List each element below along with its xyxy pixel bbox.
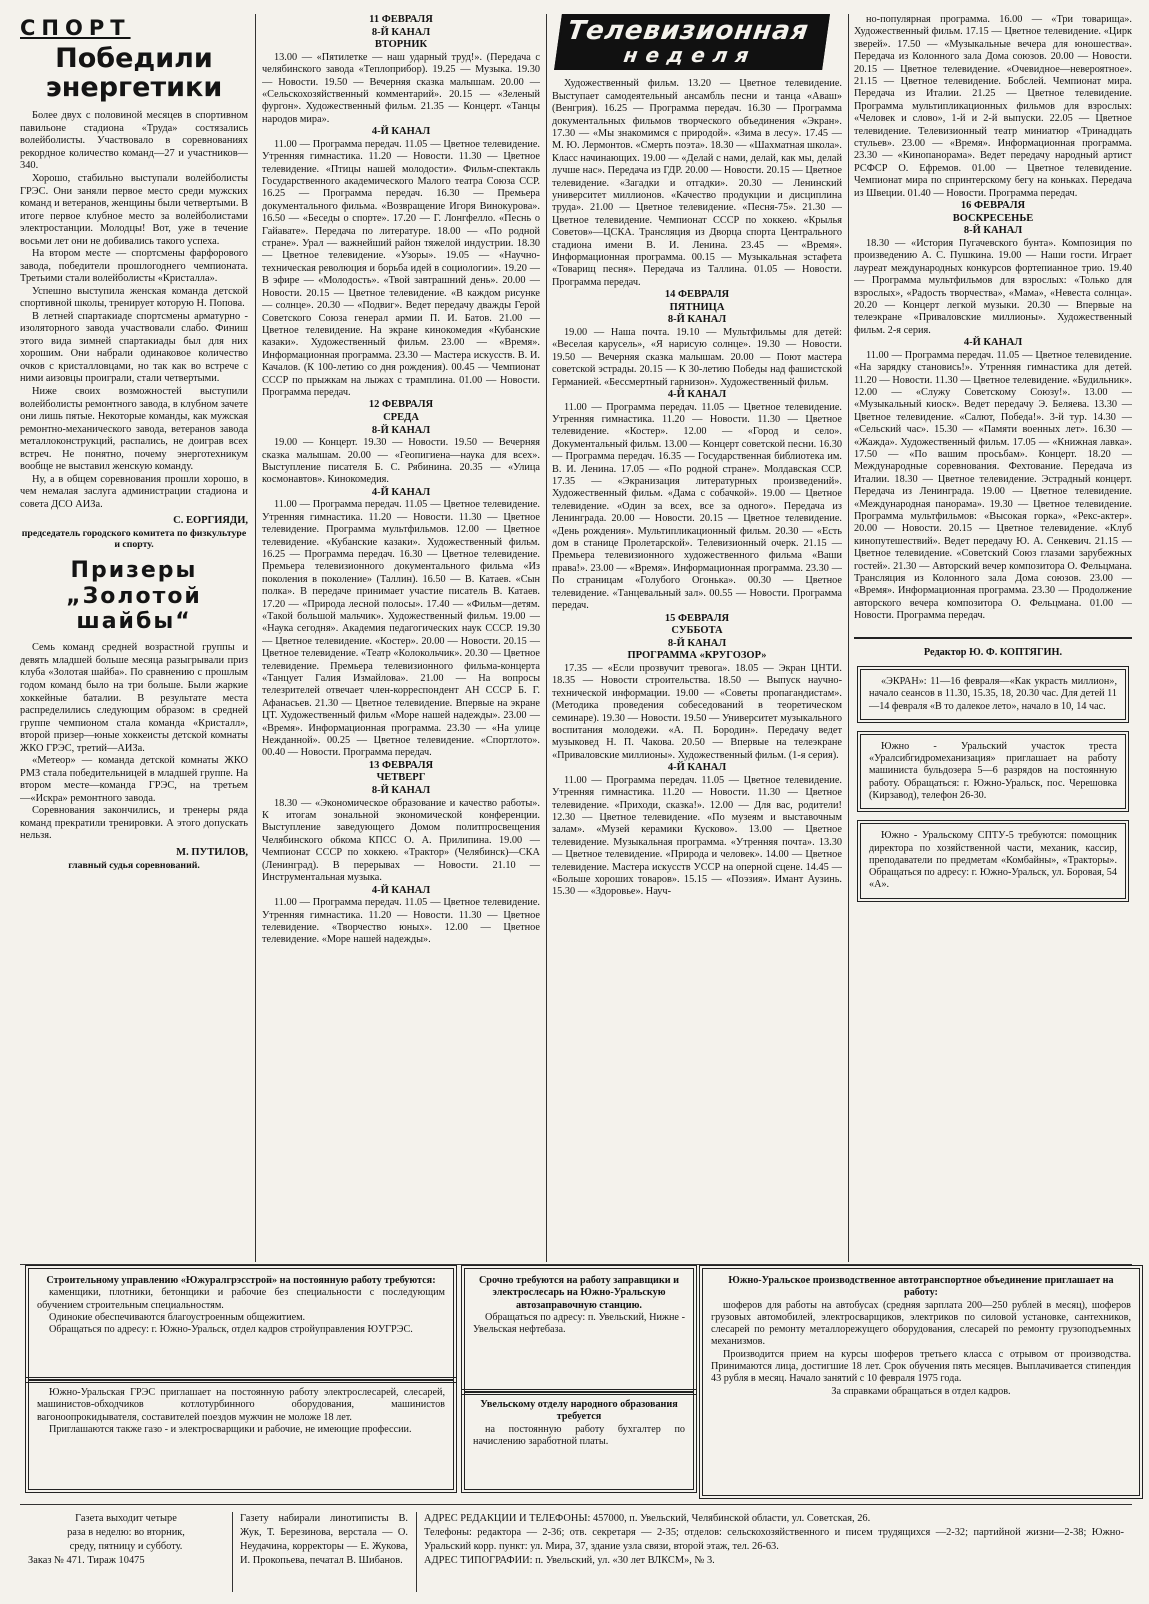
program-heading: 13 ФЕВРАЛЯ [368,759,434,771]
ad-hydromechanization [860,734,1126,809]
program-heading: 15 ФЕВРАЛЯ [664,612,730,624]
ad-education-department [464,1392,694,1490]
footer-divider [232,1512,233,1592]
program-heading: 4-Й КАНАЛ [371,884,431,896]
program-listing: 11.00 — Программа передач. 11.05 — Цветное телевидение. Утренняя гимнастика. 11.20 — Новости. 11.30 — Цветное телевидение. «Приходи, сказка!». 12.00 — Для вас, родители! 12.30 — Цветное телевидение. «По музеям и выставочным залам». «Музей керамики Кусково». 13.00 — Цветное телевидение. Музыкальная программа. «Утренняя почта». 13.30 — Цветное телевидение. «Природа и человек». 14.00 — Цветное телевидение. Мастера искусств УССР на оперной сцене. 14.45 — «Больше хороших товаров». 15.15 — «Поэзия». Имант Аузинь. 15.30 — «Здоровье». Науч- [552,774,842,898]
article-paragraph: Хорошо, стабильно выступали волейболисты ГРЭС. Они заняли первое место среди мужских команд и ветеранов, женщины были четвертыми. В итоге первое клубное место за волейболистами электростанции. Молодцы! Вот, уже в течение восьми лет они не добивались такого успеха. [20,172,248,247]
program-heading: 12 ФЕВРАЛЯ [368,399,434,411]
tv-column-2 [552,14,842,1260]
ad-heading: Строительному управлению «Южуралгрэсстрой» на постоянную работу требуются: [46,1275,436,1286]
program-listing: но-популярная программа. 16.00 — «Три товарища». Художественный фильм. 17.15 — Цветное телевидение. «Цирк зверей». 17.50 — «Музыкальные вечера для юношества». Передача из Колонного зала Дома союзов. 20.00 — Новости. 20.15 — Цветное телевидение. «Очевидное—невероятное». 21.15 — Цветное телевидение. Бобслей. Чемпионат мира. Передача из Италии. 21.25 — Цветное телевидение. Программа мультипликационных фильмов для взрослых: «Человек и слово», 1-й и 2-й выпуски. 22.05 — Цветное телевидение. Телевизионный театр миниатюр «Тринадцать стульев». 23.00 — «Время». Информационная программа. 23.30 — «Кинопанорама». Ведет передачу народный артист РСФСР О. Ефремов. 01.00 — Цветное телевидение. Чемпионат мира по спринтерскому бегу на коньках. Передача из Швеции. 01.40 — Новости. Программа передач. [854,14,1132,199]
ad-text: Одинокие обеспечиваются благоустроенным общежитием. [49,1311,306,1323]
program-heading: ВОСКРЕСЕНЬЕ [952,212,1034,224]
footer-schedule [28,1512,224,1592]
ad-text: на постоянную работу бухгалтер по начислению заработной платы. [473,1423,685,1447]
ad-text: Южно-Уральская ГРЭС приглашает на постоянную работу электрослесарей, слесарей, машинистов-обходчиков котлотурбинного оборудования, машинистов вагоноопрокидывателя, составителей поездов мужчин не моложе 18 лет. [37,1387,445,1423]
program-listing: 18.30 — «История Пугачевского бунта». Композиция по произведению А. С. Пушкина. 19.00 — Наши гости. Играет лауреат международных конкурсов фортепианное трио. 19.40 — Программа мультфильмов для взрослых: «Только для взрослых», «Радость творчества», «Мама», «Невеста солнца». 20.20 — Концерт легкой музыки. 20.30 — Впервые на телеэкране «Приваловские миллионы». Художественный фильм. 2-я серия. [854,237,1132,336]
program-heading: 8-Й КАНАЛ [371,424,431,436]
footer-staff [240,1512,408,1592]
rubric-sport: СПОРТ [20,16,131,40]
ad-text: Южно - Уральскому СПТУ-5 требуются: помощник директора по хозяйственной части, механик, кассир, преподаватели по предметам «Комбайны», «Тракторы». Обращаться по адресу: г. Южно-Уральск, ул. Боровая, 54 «А». [869,830,1117,891]
article-body-volleyball [20,110,248,511]
program-listing: 11.00 — Программа передач. 11.05 — Цветное телевидение. «На зарядку становись!». Утренняя гимнастика для детей. 11.20 — Новости. 11.30 — Цветное телевидение. «Будильник». 12.00 — «Служу Советскому Союзу!». 13.00 — «Музыкальный киоск». Ведет передачу Э. Беляева. 13.30 — Цветное телевидение. «Салют, Победа!». 3-й тур. 14.30 — «Сельский час». 15.30 — «Памяти военных лет». 16.30 — «Жажда». Художественный фильм. 17.05 — «Книжная лавка». 17.50 — «По вашим просьбам». Концерт. 18.20 — Международные соревнования. Фехтование. Передача из Италии. 18.30 — Цветное телевидение. Эстрадный концерт. Передача из Ленинграда. 19.00 — Цветное телевидение. «Международная панорама». 19.30 — Цветное телевидение. Программа мультфильмов: «Высокая горка», «Рекс-актер». 20.00 — Новости. 20.15 — Цветное телевидение. «Клуб кинопутешествий». Ведет передачу Ю. А. Сенкевич. 21.15 — Цветное телевидение. «Советский Союз глазами зарубежных гостей». 21.30 — Авторский вечер композитора О. Фельцмана. Трансляция из Колонного зала Дома союзов. 23.00 — «Время». Информационная программа. 23.30 — Продолжение авторского вечера композитора О. Фельцмана. 01.00 — Новости. Программа передач. [854,349,1132,622]
ad-text: За справками обращаться в отдел кадров. [831,1385,1011,1397]
program-heading: 8-Й КАНАЛ [371,26,431,38]
footer-line: АДРЕС РЕДАКЦИИ И ТЕЛЕФОНЫ: 457000, п. Увельский, Челябинской области, ул. Советская, 26. [424,1513,871,1524]
footer-line: Газета выходит четыре [75,1513,177,1524]
ad-text: Южно - Уральский участок треста «Уралсибгидромеханизация» приглашает на работу машиниста бульдозера 5—6 разрядов на постоянную работу. Обращаться: г. Южно-Уральск, пос. Черешовка (Кирзавод), телефон 26-30. [869,740,1117,802]
article-signature-title: председатель городского комитета по физкультуре и спорту. [21,527,247,551]
program-listing: Художественный фильм. 13.20 — Цветное телевидение. Выступает самодеятельный ансамбль песни и танца «Аваш» (Венгрия). 16.25 — Программа передач. 16.30 — Программа документальных фильмов творческого объединения «Экран». 17.30 — «Мы знакомимся с природой». «Зима в лесу». 17.45 — М. Ю. Лермонтов. «Смерть поэта». 18.30 — «Шахматная школа». Класс начинающих. 19.00 — «Делай с нами, делай, как мы, делай лучше нас». Передача из ГДР. 20.00 — Новости. 20.15 — Цветное телевидение. «Загадки и отгадки». 20.30 — Ленинский университет миллионов. «Качество продукции и дисциплина труда». 21.00 — Цветное телевидение. «Песня-75». 21.30 — Цветное телевидение. Чемпионат СССР по хоккею. «Крылья Советов»—ЦСКА. Трансляция из Дворца спорта Центрального стадиона имени В. И. Ленина. 23.45 — «Время». Информационная программа. 00.15 — Музыкальная эстафета «Товарищ песня». Передача из Таллина. 01.05 — Новости. Программа передач. [552,78,842,288]
column-divider [546,14,547,1262]
article-signature: М. ПУТИЛОВ, [176,846,248,858]
program-listing: 11.00 — Программа передач. 11.05 — Цветное телевидение. Утренняя гимнастика. 11.20 — Новости. 11.30 — Цветное телевидение. «Птицы нашей молодости». Фильм-спектакль Государственного академического Малого театра Союза ССР. 16.25 — Программа передач. 16.30 — Премьера документального фильма. «Возвращение Игоря Винокурова». 16.50 — «Беседы о спорте». 17.20 — Г. Лонгфелло. «Песнь о Гайавате». Передача по литературе. 18.00 — «По родной стране». Урал — важнейший район тяжелой индустрии. 18.30 — Цветное телевидение. «Узоры». 19.05 — «Научно-техническая революция и борьба идей в социологии». 19.20 — В эфире — «Молодость». «Твой завтрашний день». 20.00 — Новости. 20.15 — Цветное телевидение. «В каждом рисунке — солнце». 20.30 — «Подвиг». Ведет передачу дважды Герой Советского Союза генерал армии П. И. Батов. 21.00 — Цветное телевидение. На экране кинокомедия «Кубанские казаки». Художественный фильм. 23.00 — «Время». Информационная программа. 23.30 — Мастера искусств. В. И. Качалов. (К 100-летию со дня рождения). 00.45 — Чемпионат СССР по прыжкам на лыжах с трамплина. 01.00 — Новости. Программа передач. [262,138,540,398]
ad-text: Обращаться по адресу: г. Южно-Уральск, отдел кадров стройуправления ЮУГРЭС. [49,1324,413,1336]
article-paragraph: Ниже своих возможностей выступили волейболисты ремонтного завода, в клубном зачете они лишь пятые. Некоторые команды, как мужская ремонтно-механического завода, ветеранов завода металлоконструкций, распались, не доиграв всех встреч. Не понятно, почему энерготехникум вообще не выставил женскую команду. [20,386,248,473]
ad-text: Приглашаются также газо - и электросварщики и рабочие, не имеющие профессии. [49,1423,412,1435]
ad-grес-power-plant [28,1380,454,1490]
tv-week-logo-line2: неделя [622,43,759,68]
ad-heading: Южно-Уральское производственное автотранспортное объединение приглашает на работу: [728,1275,1114,1299]
ad-heading: Увельскому отделу народного образования требуется [480,1399,678,1423]
footer-address [424,1512,1124,1592]
ad-cinema-ekran [860,669,1126,720]
ad-construction-department [28,1268,454,1380]
program-heading: СРЕДА [383,411,419,423]
article-paragraph: Успешно выступила женская команда детской спортивной школы, тренирует которую Н. Попова. [20,285,248,310]
program-listing: 19.00 — Наша почта. 19.10 — Мультфильмы для детей: «Веселая карусель», «Я нарисую солнце». 19.30 — Новости. 19.50 — Вечерняя сказка малышам. 20.00 — Поют мастера советской эстрады. 20.15 — К 30-летию Победы над фашистской Германией. «Бессмертный гарнизон». Художественный фильм. [552,326,842,388]
tv-week-logo-line1: Телевизионная [565,16,811,46]
article-paragraph: В летней спартакиаде спортсмены арматурно - изоляторного завода участвовали слабо. Финиш этого вида зимней спартакиады был для них хорошим. Они набрали одинаковое количество очков с кристалловцами, но так как во встрече с ними аизовцы проиграли, стали четвертыми. [20,310,248,385]
article-paragraph: На втором месте — спортсмены фарфорового завода, победители прошлогоднего чемпионата. Третьими стали волейболисты «Кристалла». [20,248,248,285]
ad-heading: Срочно требуются на работу заправщики и электрослесарь на Южно-Уральскую автозаправочную станцию. [478,1275,680,1311]
program-heading: 8-Й КАНАЛ [963,225,1023,237]
program-listing: 17.35 — «Если прозвучит тревога». 18.05 — Экран ЦНТИ. 18.35 — Новости строительства. 18.50 — Выпуск научно-технической информации. 19.00 — «Советы пропагандистам». (Методика проведения собеседований в теоретическом семинаре). 19.30 — Новости. 19.50 — Университет музыкального воспитания молодежи. «А. П. Бородин». Передачу ведет музыковед Н. П. Чакова. 20.50 — Впервые на телеэкране «Приваловские миллионы». Художественный фильм. (1-я серия). [552,662,842,761]
program-heading: 4-Й КАНАЛ [371,486,431,498]
program-listing: 19.00 — Концерт. 19.30 — Новости. 19.50 — Вечерняя сказка малышам. 20.00 — «Геопигиена—наука для всех». Выступление писателя Б. С. Рябинина. 20.35 — «Улица космонавтов». Кинокомедия. [262,437,540,486]
article-body-hockey [20,642,248,843]
article-paragraph: Ну, а в общем соревнования прошли хорошо, в чем немалая заслуга администрации стадиона и совета ДСО АИЗа. [20,473,248,510]
footer-line: Заказ № 471. Тираж 10475 [28,1555,145,1567]
footer-line: АДРЕС ТИПОГРАФИИ: п. Увельский, ул. «30 лет ВЛКСМ», № 3. [424,1555,715,1567]
program-heading: ПРОГРАММА «КРУГОЗОР» [627,650,767,662]
section-divider [20,1264,1132,1265]
article-paragraph: Соревнования закончились, и тренеры ряда команд прекратили тренировки. А этого допускать нельзя. [20,805,248,842]
program-heading: 4-Й КАНАЛ [371,126,431,138]
program-listing: 11.00 — Программа передач. 11.05 — Цветное телевидение. Утренняя гимнастика. 11.20 — Новости. 11.30 — Цветное телевидение. Программа мультфильмов. 12.00 — Цветное телевидение. «Кубанские казаки». Художественный фильм. 16.25 — Программа передач. 16.30 — Цветное телевидение. Премьера телевизионного документального фильма «Из поколения в поколение» (Таллин). 16.50 — В. Катаев. «Сын полка». В передаче принимает участие писатель В. Катаев. 17.20 — «Природа лесной полосы». 17.40 — «Фильм—детям. «Такой большой мальчик». Художественный фильм. 19.00 — «Наука сегодня». Академия педагогических наук СССР. 19.30 — Цветное телевидение. «Костер». 20.00 — Новости. 20.15 — Цветное телевидение. «Театр «Колокольчик». 20.30 — Цветное телевидение. Премьера телевизионного фильма-концерта «Танцует Галия Измайлова». 21.00 — На вопросы телезрителей отвечает член-корреспондент АН СССР Б. Г. Афанасьев. 21.30 — Цветное телевидение. Впервые на экране ЦТ. Художественный фильм «Море нашей надежды». 23.00 — «Время». Информационная программа. 23.30 — «На улице Нежданной». 00.25 — Цветное телевидение. «Спортлото». 00.40 — Новости. Программа передач. [262,499,540,759]
program-heading: 11 ФЕВРАЛЯ [369,14,433,25]
ad-motor-transport [702,1268,1140,1496]
program-heading: 8-Й КАНАЛ [667,314,727,326]
program-heading: СУББОТА [671,625,723,637]
program-heading: 4-Й КАНАЛ [667,762,727,774]
ad-text: каменщики, плотники, бетонщики и рабочие без специальности с последующим обучением строительным специальностям. [37,1287,445,1311]
ad-text: «ЭКРАН»: 11—16 февраля—«Как украсть миллион», начало сеансов в 11.30, 15.35, 18, 20.30 час. Для детей 11—14 февраля «В то далекое лето», начало в 10, 14 час. [869,676,1117,712]
ad-text: Производится прием на курсы шоферов третьего класса с отрывом от производства. Принимаются лица, достигшие 18 лет. Срок обучения пять месяцев. Выплачивается стипендия 43 рубля в месяц. Начало занятий с 10 февраля 1975 года. [711,1348,1131,1385]
footer-divider [20,1504,1132,1505]
sport-column [20,14,248,1260]
program-heading: 4-Й КАНАЛ [667,389,727,401]
ad-fuel-station [464,1268,694,1392]
program-listing: 13.00 — «Пятилетке — наш ударный труд!». (Передача с челябинского завода «Теплоприбор). 19.25 — Музыка. 19.30 — Новости. 19.50 — Вечерняя сказка малышам. 20.00 — «Сельскохозяйственный комментарий». 20.15 — «Зеленый фургон». Художественный фильм. 21.35 — Концерт. «Танцы народов мира». [262,51,540,125]
ad-text: шоферов для работы на автобусах (средняя зарплата 200—250 рублей в месяц), шоферов грузовых автомобилей, электросварщиков, электриков по силовой установке, сантехников, слесарей по ремонту металлорежущего оборудования, слесарей по ремонту грузоподъемных механизмов. [711,1299,1131,1348]
article-paragraph: Более двух с половиной месяцев в спортивном павильоне стадиона «Труда» состязались волейболисты. Участвовало в соревнованиях рекордное количество команд—27 и участников—340. [20,110,248,172]
editor-line: Редактор Ю. Ф. КОПТЯГИН. [854,637,1132,659]
tv-week-logo [554,14,830,70]
program-heading: ПЯТНИЦА [669,301,725,313]
column-divider [848,14,849,1262]
ad-sptu-5 [860,823,1126,898]
article-title-volleyball: Победили энергетики [45,43,223,104]
ad-text: Обращаться по адресу: п. Увельский, Нижне - Увельская нефтебаза. [473,1311,685,1336]
article-signature-title: главный судья соревнований. [68,859,200,871]
footer-line: среду, пятницу и субботу. [69,1541,183,1553]
program-heading: 8-Й КАНАЛ [667,637,727,649]
article-paragraph: «Метеор» — команда детской комнаты ЖКО РМЗ стала победительницей в младшей группе. На втором месте—команда ГРЭС, на третьем—«Искра» ремонтного завода. [20,755,248,804]
tv-column-3 [854,14,1132,1260]
program-heading: 4-Й КАНАЛ [963,337,1023,349]
footer-line: Газету набирали линотиписты В. Жук, Т. Березинова, верстала — О. Неудачина, корректоры — Е. Жукова, И. Прокопьева, печатал В. Шибанов. [240,1513,408,1567]
column-divider [255,14,256,1262]
article-signature: С. ЕОРГИЯДИ, [173,515,248,527]
article-title-hockey: Призеры „Золотой шайбы“ [66,558,202,635]
footer-divider [416,1512,417,1592]
article-paragraph: Семь команд средней возрастной группы и девять младшей больше месяца разыгрывали приз клуба «Золотая шайба». По сравнению с прошлым годом команд было на три больше. Были жаркие хоккейные баталии. В результате места распределились следующим образом: в средней группе чемпионом стала команда «Кристалл», второй призер—юные хоккеисты детской комнаты ЖКО ГРЭС, третий—АИЗа. [20,642,248,754]
program-listing: 18.30 — «Экономическое образование и качество работы». К итогам зональной экономической конференции. Выступление заведующего Домом политпросвещения Челябинского обкома КПСС О. А. Прилипина. 19.00 — Чемпионат СССР по хоккею. «Трактор» (Челябинск)—СКА (Ленинград). В перерывах — Новости. 21.10 — Инструментальная музыка. [262,797,540,884]
program-listing: 11.00 — Программа передач. 11.05 — Цветное телевидение. Утренняя гимнастика. 11.20 — Новости. 11.30 — Цветное телевидение. «Костер». 12.00 — «Город и село». Документальный фильм. 13.00 — Концерт советской песни. 16.30 — Программа передач. 16.35 — Государственная библиотека им. В. И. Ленина. 17.05 — «По родной стране». Молдавская ССР. 17.35 — «Экранизация литературных произведений». Художественный фильм. «Дама с собачкой». 19.00 — Цветное телевидение. «Один за всех, все за одного». Передача из Ленинграда. 20.00 — Новости. 20.15 — Цветное телевидение. «День рождения». Мультипликационный фильм. 20.30 — «Есть дом в станице Пролетарской». Телевизионный очерк. 21.15 — Премьера телевизионного художественного фильма «Ваши права!». 23.00 — «Время». Информационная программа. 23.30 — По страницам «Голубого Огонька». 00.30 — Цветное телевидение. «Танцевальный зал». 00.55 — Новости. Программа передач. [552,401,842,612]
program-listing: 11.00 — Программа передач. 11.05 — Цветное телевидение. Утренняя гимнастика. 11.20 — Новости. 11.30 — Цветное телевидение. «Творчество юных». 12.00 — Цветное телевидение. «Море нашей надежды». [262,897,540,946]
footer-line: Телефоны: редактора — 2-36; отв. секретаря — 2-35; отделов: сельскохозяйственного и писем трудящихся —2-32; партийной жизни—2-38; Южно-Уральский корр. пункт: ул. Мира, 37, здание узла связи, второй этаж, тел. 26-63. [424,1527,1124,1553]
program-heading: 16 ФЕВРАЛЯ [960,200,1026,212]
program-heading: ЧЕТВЕРГ [376,772,426,784]
program-heading: ВТОРНИК [374,39,428,51]
program-heading: 8-Й КАНАЛ [371,785,431,797]
footer-line: раза в неделю: во вторник, [67,1527,185,1539]
program-heading: 14 ФЕВРАЛЯ [664,289,730,301]
tv-column-1 [262,14,540,1260]
